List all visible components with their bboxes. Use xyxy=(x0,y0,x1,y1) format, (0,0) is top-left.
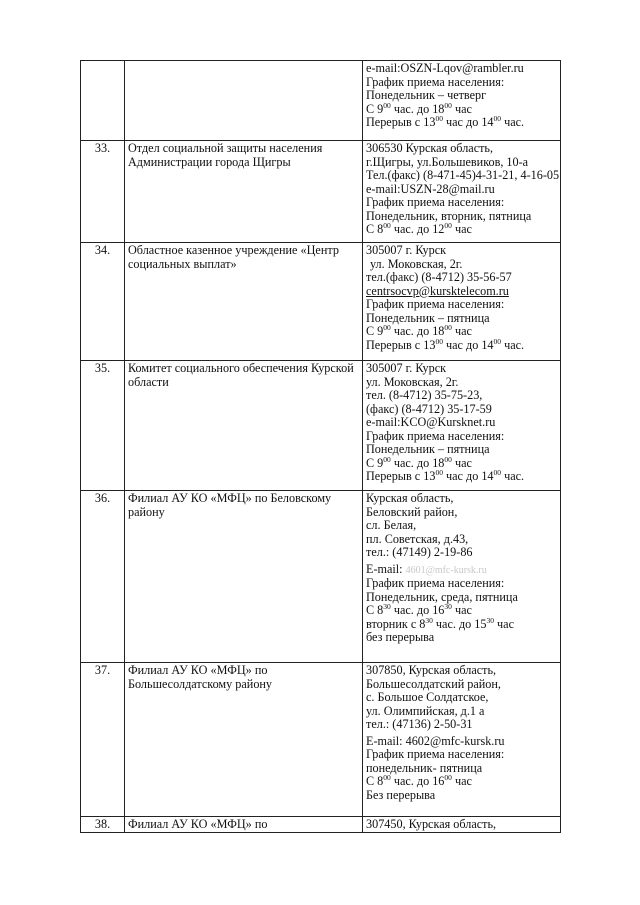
schedule-hours: С $9^{00}$ час. до $18^{00}$ час xyxy=(366,454,472,470)
address-line: г.Щигры, ул.Большевиков, 10-а xyxy=(366,154,529,169)
schedule-days: Понедельник, среда, пятница xyxy=(366,589,518,604)
no-break: Без перерыва xyxy=(366,787,436,802)
schedule-title: График приема населения: xyxy=(366,74,505,89)
email-faded: 4601@mfc-kursk.ru xyxy=(405,564,487,576)
table-row xyxy=(81,663,561,817)
address-line: Беловский район, xyxy=(366,504,458,519)
organization-name xyxy=(125,61,363,141)
address-line: 305007 г. Курск xyxy=(366,361,447,375)
schedule-hours: С $9^{00}$ час. до $18^{00}$ час xyxy=(366,100,472,116)
row-number: 35. xyxy=(81,361,125,491)
organization-name: Отдел социальной защиты населения Администрации города Щигры xyxy=(125,141,363,243)
organization-name: Филиал АУ КО «МФЦ» по xyxy=(125,817,363,833)
schedule-hours: С $8^{30}$ час. до $16^{30}$ час xyxy=(366,602,472,617)
phone: тел.: (47136) 2-50-31 xyxy=(366,717,473,731)
phone: Тел.(факс) (8-471-45)4-31-21, 4-16-05 xyxy=(366,168,560,182)
table-row xyxy=(81,243,561,361)
phone: тел.(факс) (8-4712) 35-56-57 xyxy=(366,270,512,284)
contact-cell xyxy=(363,663,561,817)
contact-cell xyxy=(363,61,561,141)
address-line: сл. Белая, xyxy=(366,518,417,532)
address-line: 307850, Курская область, xyxy=(366,663,497,677)
email: E-mail: 4601@mfc-kursk.ru xyxy=(366,561,487,576)
schedule-days: Понедельник – пятница xyxy=(366,310,490,325)
address-line: ул. Моковская, 2г. xyxy=(366,374,459,389)
table-row xyxy=(81,141,561,243)
schedule-title: График приема населения: xyxy=(366,576,505,590)
address-line: пл. Советская, д.43, xyxy=(366,531,469,546)
no-break: без перерыва xyxy=(366,630,435,644)
organization-name: Областное казенное учреждение «Центр социальных выплат» xyxy=(125,243,363,361)
contacts-table xyxy=(80,60,561,833)
row-number: 34. xyxy=(81,243,125,361)
email: e-mail:OSZN-Lqov@rambler.ru xyxy=(366,61,524,75)
phone: тел.: (47149) 2-19-86 xyxy=(366,545,473,559)
row-number xyxy=(81,61,125,141)
row-number: 37. xyxy=(81,663,125,817)
contact-cell xyxy=(363,141,561,243)
table-row xyxy=(81,61,561,141)
schedule-days: Понедельник – пятница xyxy=(366,442,490,456)
organization-name: Филиал АУ КО «МФЦ» по Беловскому району xyxy=(125,491,363,663)
row-number: 36. xyxy=(81,491,125,663)
email: E-mail: 4602@mfc-kursk.ru xyxy=(366,733,505,748)
organization-name: Комитет социального обеспечения Курской области xyxy=(125,361,363,491)
schedule-days: понедельник- пятница xyxy=(366,760,483,775)
address-line: 305007 г. Курск xyxy=(366,243,447,257)
schedule-title: График приема населения: xyxy=(366,747,505,761)
address-line: Большесолдатский район, xyxy=(366,676,501,691)
table-row xyxy=(81,491,561,663)
address-line: 307450, Курская область, xyxy=(366,817,497,831)
contact-cell xyxy=(363,243,561,361)
email: e-mail:KCO@Kursknet.ru xyxy=(366,415,496,429)
contact-cell xyxy=(363,817,561,833)
email-link[interactable]: centrsocvp@kursktelecom.ru xyxy=(366,283,509,298)
organization-name: Филиал АУ КО «МФЦ» по Большесолдатскому району xyxy=(125,663,363,817)
fax: (факс) (8-4712) 35-17-59 xyxy=(366,401,492,416)
address-line: Курская область, xyxy=(366,491,454,505)
schedule-hours-tuesday: вторник с $8^{30}$ час. до $15^{30}$ час xyxy=(366,615,514,631)
schedule-title: График приема населения: xyxy=(366,428,505,443)
phone: тел. (8-4712) 35-75-23, xyxy=(366,388,483,402)
contact-cell xyxy=(363,491,561,663)
schedule-break: Перерыв с $13^{00}$ час до $14^{00}$ час. xyxy=(366,336,525,352)
schedule-title: График приема населения: xyxy=(366,297,505,311)
table-row xyxy=(81,817,561,833)
schedule-hours: С $9^{00}$ час. до $18^{00}$ час xyxy=(366,323,472,338)
address-line: ул. Олимпийская, д.1 а xyxy=(366,703,485,718)
row-number: 38. xyxy=(81,817,125,833)
address-line: с. Большое Солдатское, xyxy=(366,690,489,704)
address-line: 306530 Курская область, xyxy=(366,141,494,155)
row-number: 33. xyxy=(81,141,125,243)
table-row xyxy=(81,361,561,491)
schedule-hours: С $8^{00}$ час. до $12^{00}$ час xyxy=(366,221,472,236)
schedule-hours: С $8^{00}$ час. до $16^{00}$ час xyxy=(366,773,472,788)
schedule-break: Перерыв с $13^{00}$ час до $14^{00}$ час. xyxy=(366,468,525,483)
schedule-break: Перерыв с $13^{00}$ час до $14^{00}$ час. xyxy=(366,114,525,129)
schedule-days: Понедельник – четверг xyxy=(366,88,487,102)
email: e-mail:USZN-28@mail.ru xyxy=(366,181,495,196)
address-line: ул. Моковская, 2г. xyxy=(370,256,463,271)
schedule-days: Понедельник, вторник, пятница xyxy=(366,208,532,223)
schedule-title: График приема населения: xyxy=(366,195,505,209)
contact-cell xyxy=(363,361,561,491)
